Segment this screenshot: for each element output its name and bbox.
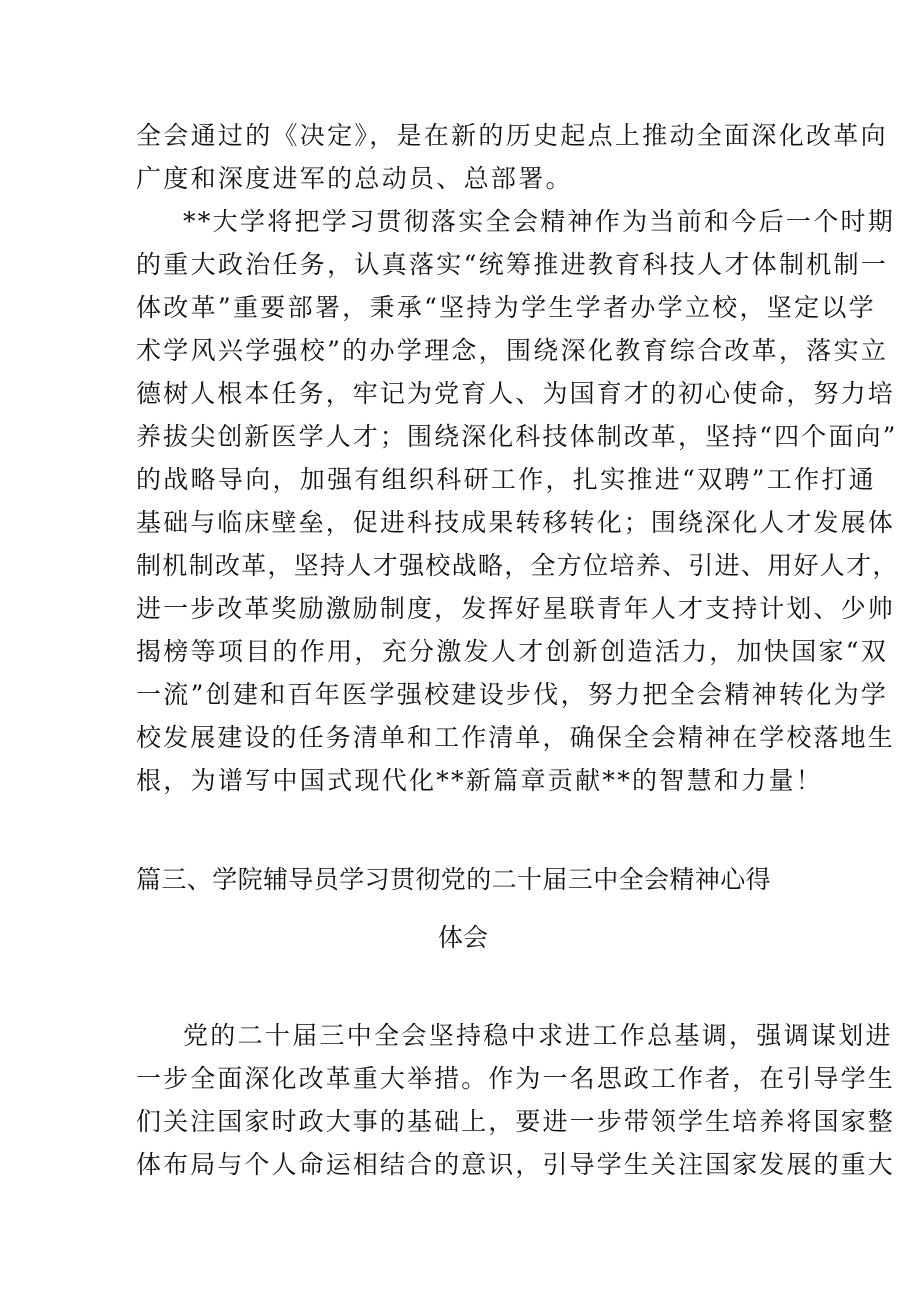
text-line: 术学风兴学强校”的办学理念，围绕深化教育综合改革，落实立 [136, 336, 889, 365]
text-line: 们关注国家时政大事的基础上，要进一步带领学生培养将国家整 [136, 1107, 895, 1136]
text-line: 党的二十届三中全会坚持稳中求进工作总基调，强调谋划进 [183, 1021, 893, 1050]
text-line: 揭榜等项目的作用，充分激发人才创新创造活力，加快国家“双 [136, 637, 889, 666]
text-line: 进一步改革奖励激励制度，发挥好星联青年人才支持计划、少帅 [136, 594, 895, 623]
text-line: 校发展建设的任务清单和工作清单，确保全会精神在学校落地生 [136, 723, 895, 752]
text-line: 制机制改革，坚持人才强校战略，全方位培养、引进、用好人才， [136, 551, 899, 580]
text-line: 根，为谱写中国式现代化**新篇章贡献**的智慧和力量！ [136, 766, 824, 795]
text-line: **大学将把学习贯彻落实全会精神作为当前和今后一个时期 [183, 207, 896, 236]
text-line: 一流”创建和百年医学强校建设步伐，努力把全会精神转化为学 [136, 680, 889, 709]
section-heading-line1: 篇三、学院辅导员学习贯彻党的二十届三中全会精神心得 [136, 865, 772, 894]
text-line: 的战略导向，加强有组织科研工作，扎实推进“双聘”工作打通 [136, 465, 876, 494]
section-heading-line2: 体会 [438, 923, 489, 952]
text-line: 养拔尖创新医学人才；围绕深化科技体制改革，坚持“四个面向” [136, 422, 898, 451]
text-line: 德树人根本任务，牢记为党育人、为国育才的初心使命，努力培 [136, 379, 895, 408]
text-line: 全会通过的《决定》，是在新的历史起点上推动全面深化改革向 [136, 121, 888, 150]
text-line: 体布局与个人命运相结合的意识，引导学生关注国家发展的重大 [136, 1150, 895, 1179]
text-line: 基础与临床壁垒，促进科技成果转移转化；围绕深化人才发展体 [136, 508, 895, 537]
text-line: 广度和深度进军的总动员、总部署。 [136, 164, 573, 193]
text-line: 体改革”重要部署，秉承“坚持为学生学者办学立校，坚定以学 [136, 293, 876, 322]
text-line: 一步全面深化改革重大举措。作为一名思政工作者，在引导学生 [136, 1064, 895, 1093]
text-line: 的重大政治任务，认真落实“统筹推进教育科技人才体制机制一 [136, 250, 889, 279]
